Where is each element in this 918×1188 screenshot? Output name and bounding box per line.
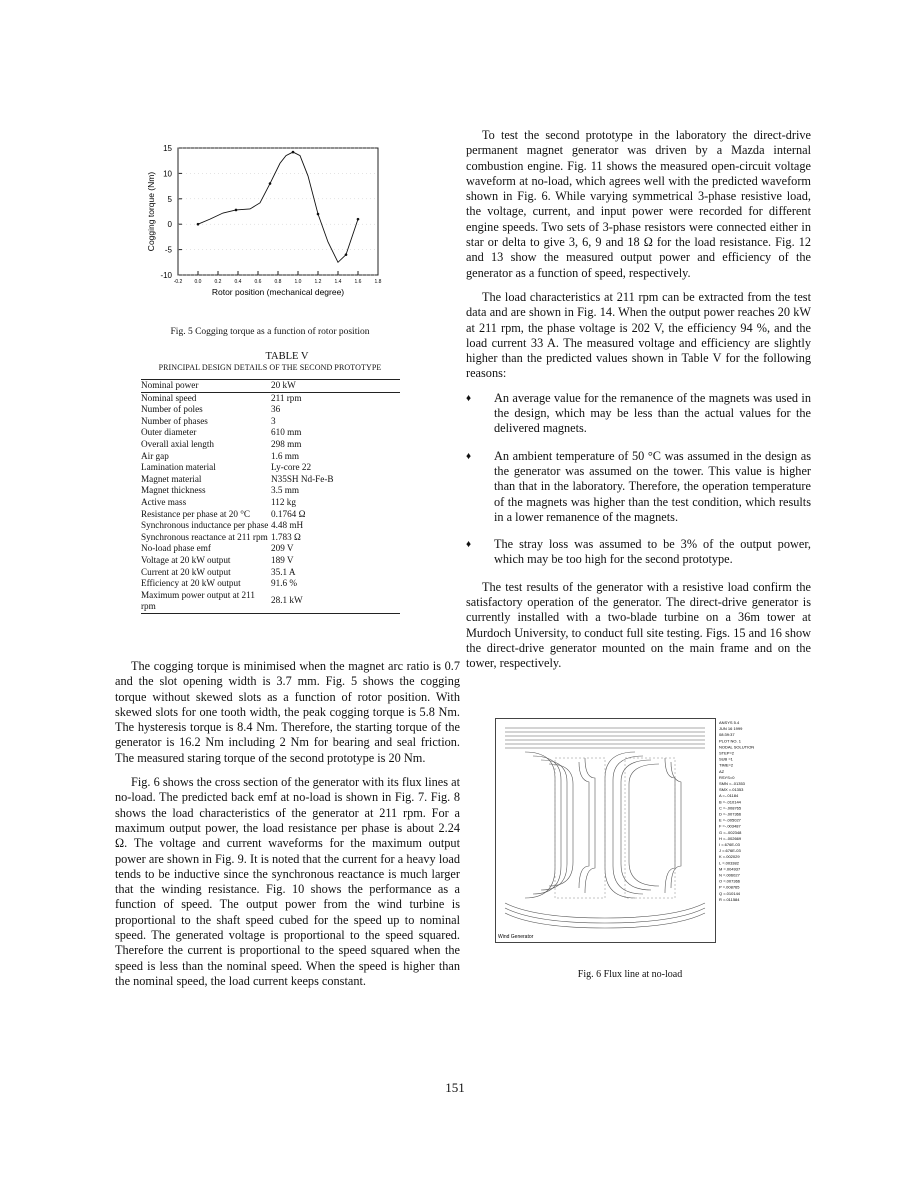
fig6-legend — [719, 720, 754, 902]
fig6-legend-entry: K =.002029 — [719, 854, 740, 860]
table-cell-label: Overall axial length — [141, 438, 214, 449]
bullet-text: The stray loss was assumed to be 3% of the output power, which may be too high for the second prototype. — [494, 537, 811, 567]
table-cell-label: Synchronous inductance per phase — [141, 520, 269, 531]
fig6-svg — [495, 718, 755, 944]
diamond-bullet-icon: ♦ — [466, 392, 472, 404]
table-cell-value: 3.5 mm — [271, 485, 300, 496]
x-tick-label: 1.8 — [374, 279, 382, 285]
table-row — [141, 590, 400, 614]
left-column — [115, 659, 460, 998]
table-cell-value: 4.48 mH — [271, 520, 304, 531]
table-cell-value: 35.1 A — [271, 566, 296, 577]
fig6-legend-entry: TIME=2 — [719, 762, 734, 768]
table-cell-value: 0.1764 Ω — [271, 508, 306, 519]
table-row — [141, 555, 400, 567]
table-cell-value: 1.783 Ω — [271, 531, 301, 542]
table-cell-value: 298 mm — [271, 438, 302, 449]
paragraph: Fig. 6 shows the cross section of the generator with its flux lines at no-load. The predicted back emf at no-load is shown in Fig. 7. Fig. 8 shows the load characteristics of the generator at 211 rpm. For a maximum output power, the load resistance per phase is about 2.24 Ω. The voltage and current waveforms for the maximum output power are shown in Fig. 9. It is noted that the current for a heavy load tends to be inductive since the synchronous reactance is much larger that the winding resistance. Fig. 10 shows the performance as a function of speed. The output power from the wind turbine is proportional to the shaft speed cubed for the speed up to nominal speed. The generated voltage is proportional to the speed squared. Therefore the current is proportional to the speed squared when the speed is less than the nominal speed. When the speed is higher than the nominal speed, the load current keeps constant. — [115, 775, 460, 988]
y-tick-label: 10 — [163, 169, 172, 179]
table-cell-label: Active mass — [141, 496, 187, 507]
x-tick-label: 0.6 — [254, 279, 262, 285]
fig6-legend-entry: RSYS=0 — [719, 774, 735, 780]
table5-subtitle: PRINCIPAL DESIGN DETAILS OF THE SECOND PROTOTYPE — [158, 363, 382, 372]
bullet-list — [466, 391, 811, 568]
x-tick-label: 0.8 — [274, 279, 282, 285]
bullet-item — [466, 537, 811, 568]
data-point — [269, 182, 272, 185]
table-row — [141, 509, 400, 521]
table-cell-value: Ly-core 22 — [271, 462, 312, 473]
table-cell-value: N35SH Nd-Fe-B — [271, 473, 334, 484]
bullet-item — [466, 449, 811, 525]
table-cell-value: 189 V — [271, 554, 294, 565]
table-cell-label: Number of poles — [141, 404, 203, 415]
table-row — [141, 392, 400, 404]
fig6-legend-entry: H =-.002669 — [719, 835, 742, 841]
table-row — [141, 578, 400, 590]
fig5-caption: Fig. 5 Cogging torque as a function of rotor position — [170, 327, 370, 337]
fig6-legend-entry: I =.676E-03 — [719, 842, 740, 847]
diamond-bullet-icon: ♦ — [466, 450, 472, 462]
table-cell-value: 211 rpm — [271, 392, 302, 403]
table-row — [141, 485, 400, 497]
fig6-legend-entry: 08:39:37 — [719, 732, 735, 738]
x-tick-label: -0.2 — [173, 279, 183, 285]
data-point — [357, 218, 360, 221]
table-row — [141, 532, 400, 544]
table-cell-value: 209 V — [271, 543, 294, 554]
table-cell-value: 28.1 kW — [271, 590, 400, 614]
fig6-caption: Fig. 6 Flux line at no-load — [577, 969, 683, 980]
table-cell-label: Resistance per phase at 20 °C — [141, 508, 251, 519]
table-row — [141, 439, 400, 451]
fig6-label: Wind Generator — [498, 934, 534, 940]
y-tick-label: 15 — [163, 144, 172, 153]
fig5-cogging-torque-chart — [140, 142, 400, 307]
table5 — [141, 379, 400, 614]
table-row — [141, 474, 400, 486]
table-cell-value: 1.6 mm — [271, 450, 300, 461]
fig6-legend-entry: Q =.010144 — [719, 890, 741, 896]
fig6-legend-entry: AZ — [719, 768, 725, 774]
y-tick-label: -5 — [164, 245, 172, 255]
y-tick-label: 0 — [167, 220, 172, 230]
page-number: 151 — [445, 1080, 465, 1095]
table-cell-label: No-load phase emf — [141, 543, 211, 554]
table-cell-label: Outer diameter — [141, 427, 197, 438]
fig6-legend-entry: G =-.002348 — [719, 829, 742, 835]
fig6-legend-entry: SMN =-.01353 — [719, 781, 745, 786]
fig6-legend-entry: J =.676E-03 — [719, 848, 741, 854]
table5-title: TABLE V — [265, 351, 309, 362]
table-row — [141, 497, 400, 509]
x-axis-label: Rotor position (mechanical degree) — [211, 287, 345, 297]
fig6-legend-entry: L =.003382 — [719, 860, 739, 866]
table-cell-label: Synchronous reactance at 211 rpm — [141, 531, 268, 542]
fig6-legend-entry: R =.011584 — [719, 896, 740, 902]
table-cell-label: Air gap — [141, 450, 169, 461]
table-cell-value: 3 — [271, 415, 276, 426]
paragraph: The test results of the generator with a resistive load confirm the satisfactory operation of the generator. The direct-drive generator is currently installed with a two-blade turbine on a 36m tower at Murdoch University, to conduct full site testing. Figs. 15 and 16 show the direct-drive generator mounted on the main frame and on the tower, respectively. — [466, 579, 811, 671]
table-cell-label: Lamination material — [141, 462, 216, 473]
y-axis-label: Cogging torque (Nm) — [146, 171, 156, 252]
table-cell-label: Efficiency at 20 kW output — [141, 578, 241, 589]
table-cell-value: 36 — [271, 404, 281, 415]
series-line — [198, 152, 358, 262]
data-point — [197, 223, 200, 226]
table-row — [141, 543, 400, 555]
table-header-row — [141, 380, 400, 393]
fig6-legend-entry: SUB =1 — [719, 756, 733, 762]
table-cell-label: Current at 20 kW output — [141, 566, 231, 577]
y-tick-label: -10 — [160, 271, 172, 280]
fig6-legend-entry: E =-.005027 — [719, 817, 741, 823]
table-row — [141, 416, 400, 428]
fig6-legend-entry: JUN 16 1999 — [719, 726, 743, 732]
table-row — [141, 404, 400, 416]
data-point — [345, 253, 348, 256]
paragraph: The cogging torque is minimised when the magnet arc ratio is 0.7 and the slot opening width is 3.7 mm. Fig. 5 shows the cogging torque without skewed slots as a function of rotor position. With skewed slots for one tooth width, the peak cogging torque is 5.8 Nm. The hysteresis torque is 8.4 Nm. Therefore, the starting torque of the generator is 16.2 Nm including 2 Nm for bearing and seal friction. The measured staring torque of the second prototype is 20 Nm. — [115, 659, 460, 765]
x-tick-label: 0.4 — [234, 279, 242, 285]
bullet-text: An average value for the remanence of the magnets was used in the design, which may be less than the actual values for the delivered magnets. — [494, 390, 811, 436]
fig5-svg — [140, 142, 400, 307]
table-cell-label: Magnet thickness — [141, 485, 206, 496]
table-header-cell: 20 kW — [271, 380, 400, 393]
fig6-legend-entry: N =.006027 — [719, 872, 740, 878]
table-cell-label: Maximum power output at 211 rpm — [141, 590, 271, 614]
diamond-bullet-icon: ♦ — [466, 539, 472, 551]
fig6-legend-entry: SMX =.01353 — [719, 787, 744, 793]
fig6-legend-entry: A =-.01184 — [719, 793, 739, 799]
fig6-legend-entry: M =.004937 — [719, 866, 741, 872]
fig6-legend-entry: B =-.010144 — [719, 799, 741, 805]
table-cell-label: Nominal speed — [141, 392, 197, 403]
bullet-text: An ambient temperature of 50 °C was assumed in the design as the generator was assumed on the tower. This value is higher than that in the laboratory. Therefore, the operation temperature of the magnets was higher than the test condition, which results in a lower remanence of the magnets. — [494, 448, 811, 524]
paragraph: To test the second prototype in the laboratory the direct-drive permanent magnet generator was driven by a Mazda internal combustion engine. Fig. 11 shows the measured open-circuit voltage waveform at no-load, which agrees well with the predicted waveform shown in Fig. 6. While varying symmetrical 3-phase resistive load, the voltage, current, and input power were recorded for different engine speeds. Two sets of 3-phase resistors were connected either in star or delta to give 3, 6, 9 and 18 Ω for the load resistance. Fig. 12 and 13 show the measured output power and efficiency of the generator as a function of speed, respectively. — [466, 128, 811, 280]
x-tick-label: 0.2 — [214, 279, 222, 285]
fig6-legend-entry: ANSYS 5.4 — [719, 720, 740, 725]
table-row — [141, 451, 400, 463]
data-point — [292, 151, 295, 154]
fig6-legend-entry: C =-.008765 — [719, 805, 742, 811]
fig6-legend-entry: NODAL SOLUTION — [719, 744, 755, 750]
fig6-legend-entry: O =.007366 — [719, 878, 741, 884]
fig6-flux-plot — [495, 718, 755, 944]
table-row — [141, 462, 400, 474]
x-tick-label: 1.2 — [314, 279, 322, 285]
x-tick-label: 1.4 — [334, 279, 342, 285]
fig6-legend-entry: D =-.007366 — [719, 811, 742, 817]
table-row — [141, 427, 400, 439]
x-tick-label: 1.0 — [294, 279, 302, 285]
paragraph: The load characteristics at 211 rpm can be extracted from the test data and are shown in Fig. 14. When the output power reaches 20 kW at 211 rpm, the phase voltage is 202 V, the efficiency 94 %, and the load current 33 A. The measured voltage and efficiency are slightly higher than the predicted values shown in Table V for the following reasons: — [466, 289, 811, 381]
table-cell-value: 610 mm — [271, 427, 302, 438]
table-row — [141, 567, 400, 579]
table-cell-value: 112 kg — [271, 496, 296, 507]
table-cell-label: Number of phases — [141, 415, 208, 426]
right-column — [466, 128, 811, 681]
table-header-cell: Nominal power — [141, 380, 271, 393]
table-cell-label: Voltage at 20 kW output — [141, 554, 231, 565]
data-point — [317, 213, 320, 216]
fig6-legend-entry: PLOT NO. 1 — [719, 738, 741, 744]
fig6-legend-entry: P =.008765 — [719, 884, 740, 890]
data-point — [235, 209, 238, 212]
y-tick-label: 5 — [167, 194, 172, 204]
fig6-legend-entry: F =-.003487 — [719, 823, 741, 829]
table-cell-label: Magnet material — [141, 473, 202, 484]
table-cell-value: 91.6 % — [271, 578, 298, 589]
table-row — [141, 520, 400, 532]
fig6-legend-entry: STEP=2 — [719, 750, 735, 756]
bullet-item — [466, 391, 811, 437]
x-tick-label: 0.0 — [194, 279, 202, 285]
x-tick-label: 1.6 — [354, 279, 362, 285]
